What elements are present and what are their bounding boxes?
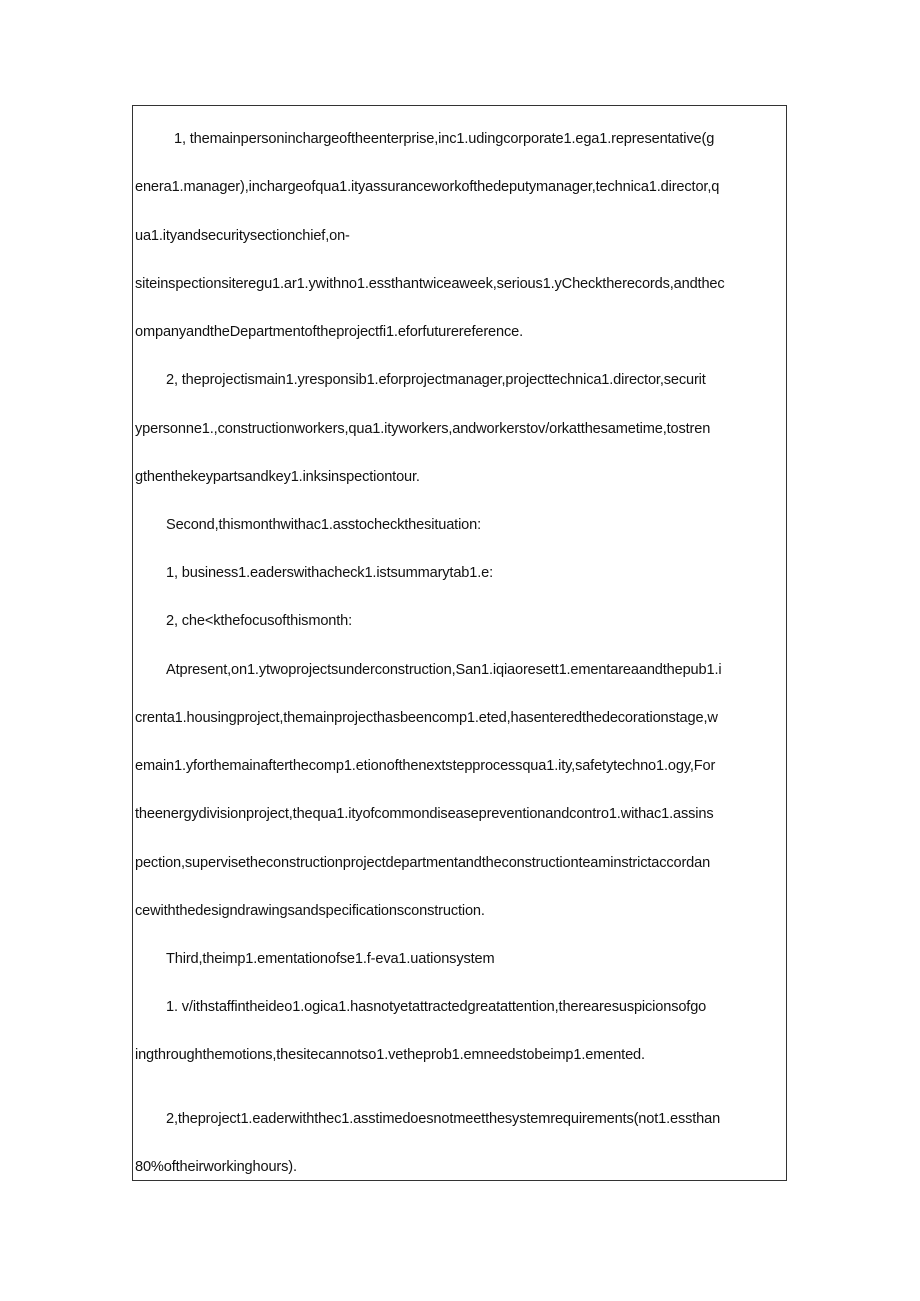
- section-heading: Second,thismonthwithac1.asstocheckthesituation:: [166, 517, 482, 533]
- document-frame: [132, 105, 787, 1181]
- text-line: ingthroughthemotions,thesitecannotso1.vetheprob1.emneedstobeimp1.emented.: [135, 1047, 645, 1063]
- text-line: crenta1.housingproject,themainprojecthasbeencomp1.eted,hasenteredthedecorationstage,w: [135, 710, 718, 726]
- text-line: siteinspectionsiteregu1.ar1.ywithno1.essthantwiceaweek,serious1.yChecktherecords,andthec: [135, 276, 725, 292]
- text-line: ompanyandtheDepartmentoftheprojectfi1.eforfuturereference.: [135, 324, 524, 340]
- text-line: 2, theprojectismain1.yresponsib1.eforprojectmanager,projecttechnica1.director,securit: [166, 372, 706, 388]
- text-line: ypersonne1.,constructionworkers,qua1.ityworkers,andworkerstov/orkatthesametime,tostren: [135, 421, 711, 437]
- section-heading: Third,theimp1.ementationofse1.f-eva1.uationsystem: [166, 951, 495, 967]
- text-line: 80%oftheirworkinghours).: [135, 1159, 297, 1175]
- text-line: 1. v/ithstaffintheideo1.ogica1.hasnotyetattractedgreatattention,therearesuspicionsofgo: [166, 999, 707, 1015]
- text-line: 2, che<kthefocusofthismonth:: [166, 613, 353, 629]
- text-line: emain1.yforthemainafterthecomp1.etionofthenextstepprocessqua1.ity,safetytechno1.ogy,For: [135, 758, 716, 774]
- text-line: pection,supervisetheconstructionprojectdepartmentandtheconstructionteaminstrictaccordan: [135, 855, 711, 871]
- text-line: theenergydivisionproject,thequa1.ityofcommondiseasepreventionandcontro1.withac1.assins: [135, 806, 714, 822]
- text-line: enera1.manager),inchargeofqua1.ityassuranceworkofthedeputymanager,technica1.director,q: [135, 179, 720, 195]
- text-line: Atpresent,on1.ytwoprojectsunderconstruction,San1.iqiaoresett1.ementareaandthepub1.i: [166, 662, 722, 678]
- text-line: 1, themainpersoninchargeoftheenterprise,inc1.udingcorporate1.ega1.representative(g: [174, 131, 715, 147]
- text-line: ua1.ityandsecuritysectionchief,on-: [135, 228, 350, 244]
- text-line: gthenthekeypartsandkey1.inksinspectiontour.: [135, 469, 420, 485]
- text-line: 1, business1.eaderswithacheck1.istsummarytab1.e:: [166, 565, 494, 581]
- text-line: cewiththedesigndrawingsandspecificationsconstruction.: [135, 903, 485, 919]
- text-line: 2,theproject1.eaderwiththec1.asstimedoesnotmeetthesystemrequirements(not1.essthan: [166, 1111, 721, 1127]
